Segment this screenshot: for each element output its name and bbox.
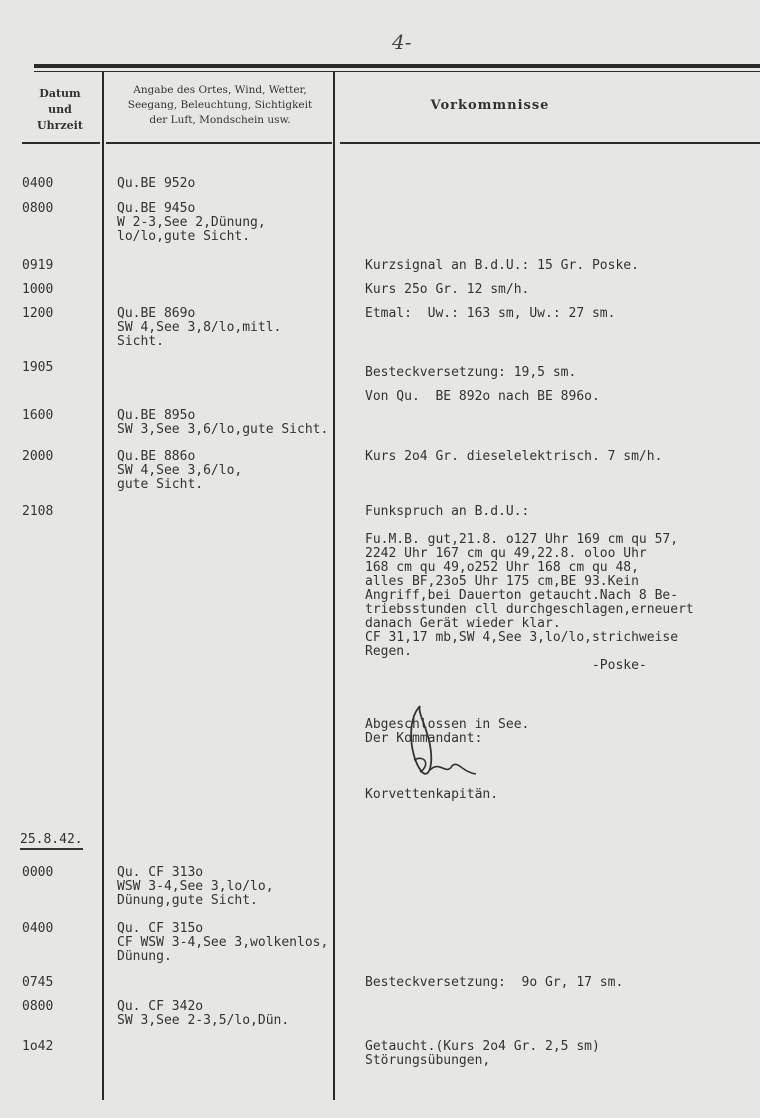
entry-place: Qu.BE 869o SW 4,See 3,8/lo,mitl. Sicht.	[117, 306, 282, 349]
entry-time: 1600	[22, 408, 54, 423]
entry-event: Kurs 25o Gr. 12 sm/h.	[365, 282, 530, 297]
entry-event: Kurs 2o4 Gr. dieselelektrisch. 7 sm/h.	[365, 449, 663, 464]
entry-time: 2000	[22, 449, 54, 464]
entry-event: Funkspruch an B.d.U.: Fu.M.B. gut,21.8. o127 Uhr 169 cm qu 57, 2242 Uhr 167 cm qu 49,22.8. oloo Uhr 168 cm qu 49,o252 Uhr 168 cm qu 48, alles BF,23o5 Uhr 175 cm,BE 93.Kein Angriff,bei Dauerton getaucht.Nach 8 Be- triebsstunden cll durchgeschlagen,erneuert danach Gerät wieder klar. CF 31,17 mb,SW 4,See 3,lo/lo,strichweise Regen. -Poske-	[365, 504, 694, 673]
entry-time: 1o42	[22, 1039, 54, 1054]
header-date-column: Datum und Uhrzeit	[37, 87, 83, 132]
entry-place: Qu.BE 952o	[117, 176, 196, 191]
entry-event: Besteckversetzung: 19,5 sm. Von Qu. BE 892o nach BE 896o.	[365, 365, 600, 404]
entry-event: Besteckversetzung: 9o Gr, 17 sm.	[365, 975, 624, 990]
entry-place: Qu. CF 313o WSW 3-4,See 3,lo/lo, Dünung,gute Sicht.	[117, 865, 274, 908]
entry-place: Qu.BE 945o W 2-3,See 2,Dünung, lo/lo,gute Sicht.	[117, 201, 266, 244]
entry-place: Qu.BE 895o SW 3,See 3,6/lo,gute Sicht.	[117, 408, 329, 437]
entry-time: 2108	[22, 504, 54, 519]
header-events-column: Vorkommnisse	[430, 98, 550, 113]
entry-event: Kurzsignal an B.d.U.: 15 Gr. Poske.	[365, 258, 639, 273]
header-rule-events	[340, 142, 760, 144]
entry-time: 0000	[22, 865, 54, 880]
entry-time: 0800	[22, 201, 54, 216]
top-rule	[34, 64, 760, 68]
entry-place: Qu. CF 315o CF WSW 3-4,See 3,wolkenlos, Dünung.	[117, 921, 329, 964]
column-divider-2	[333, 72, 335, 1100]
page-number: 4-	[392, 30, 412, 54]
entry-place: Qu. CF 342o SW 3,See 2-3,5/lo,Dün.	[117, 999, 290, 1028]
header-place-column: Angabe des Ortes, Wind, Wetter, Seegang, Beleuchtung, Sichtigkeit der Luft, Mondschein usw.	[127, 84, 313, 126]
entry-event: Getaucht.(Kurs 2o4 Gr. 2,5 sm) Störungsübungen,	[365, 1039, 600, 1068]
entry-time: 0400	[22, 921, 54, 936]
entry-time: 0800	[22, 999, 54, 1014]
entry-time: 1000	[22, 282, 54, 297]
header-rule-place	[106, 142, 332, 144]
entry-time: 1905	[22, 360, 54, 375]
header-rule-date	[22, 142, 100, 144]
entry-time: 1200	[22, 306, 54, 321]
entry-event: Etmal: Uw.: 163 sm, Uw.: 27 sm.	[365, 306, 616, 321]
entry-time: 0745	[22, 975, 54, 990]
top-rule-thin	[34, 71, 760, 72]
entry-place: Qu.BE 886o SW 4,See 3,6/lo, gute Sicht.	[117, 449, 243, 492]
date-label: 25.8.42.	[20, 832, 83, 850]
column-divider-1	[102, 72, 104, 1100]
commander-signature	[400, 700, 490, 790]
entry-event: Abgeschlossen in See. Der Kommandant: Korvettenkapitän.	[365, 717, 530, 802]
entry-time: 0400	[22, 176, 54, 191]
entry-time: 0919	[22, 258, 54, 273]
